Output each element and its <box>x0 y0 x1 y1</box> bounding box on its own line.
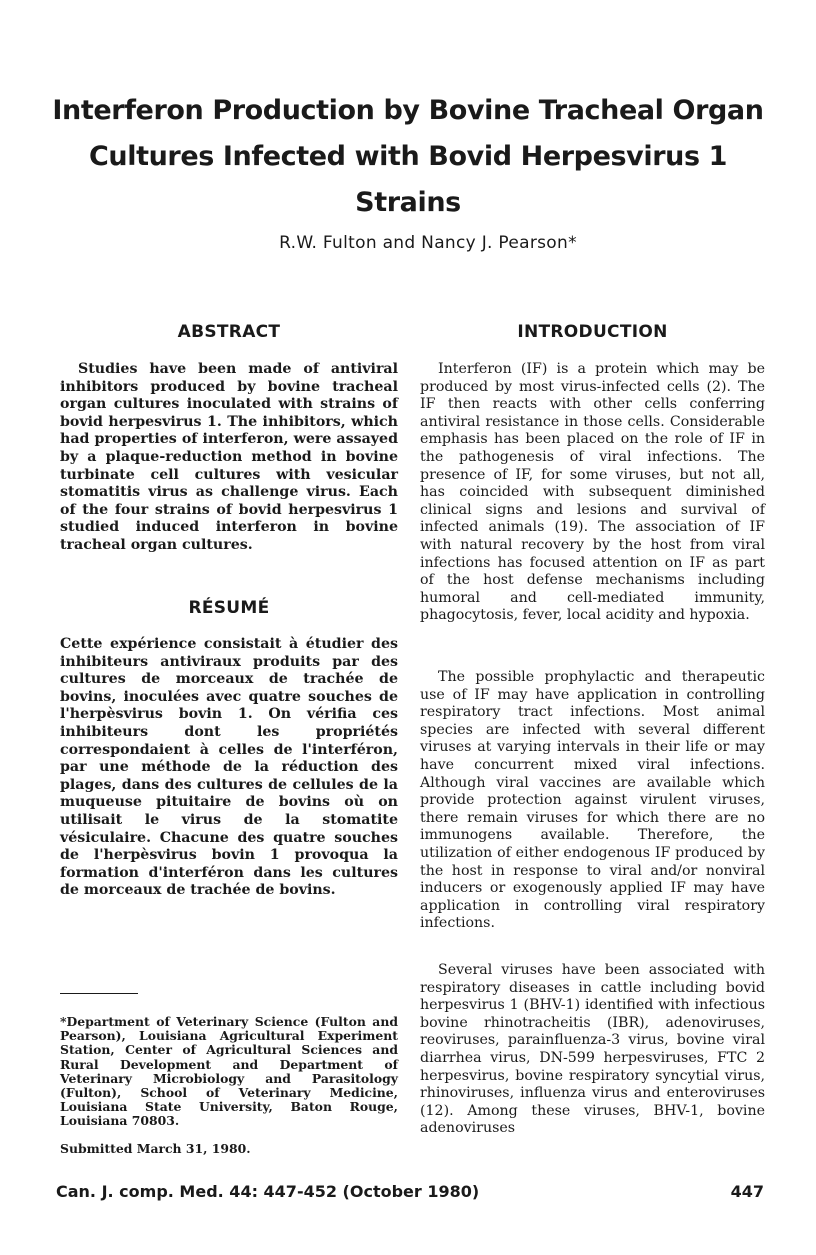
journal-citation: Can. J. comp. Med. 44: 447-452 (October 1980) <box>56 1182 480 1201</box>
abstract-text: Studies have been made of antiviral inhibitors produced by bovine tracheal organ cultures inoculated with strains of bovid herpesvirus 1. The inhibitors, which had properties of interferon, were assayed by a plaque-reduction method in bovine turbinate cell cultures with vesicular stomatitis virus as challenge virus. Each of the four strains of bovid herpesvirus 1 studied induced interferon in bovine tracheal organ cultures. <box>60 361 398 553</box>
intro-paragraph-3: Several viruses have been associated with respiratory diseases in cattle including bovid herpesvirus 1 (BHV-1) identified with infectious bovine rhinotracheitis (IBR), adenoviruses, reoviruses, parainfluenza-3 virus, bovine viral diarrhea virus, DN-599 herpesviruses, FTC 2 herpesvirus, bovine respiratory syncytial virus, rhinoviruses, influenza virus and enteroviruses (12). Among these viruses, BHV-1, bovine adenoviruses <box>420 962 765 1137</box>
title-line-1: Interferon Production by Bovine Tracheal Organ <box>52 95 764 126</box>
introduction-heading: INTRODUCTION <box>517 322 668 342</box>
page-number: 447 <box>730 1182 764 1201</box>
affiliation-footnote: *Department of Veterinary Science (Fulton and Pearson), Louisiana Agricultural Experiment Station, Center of Agricultural Sciences and Rural Development and Department of Veterinary Microbiology and Parasitology (Fulton), School of Veterinary Medicine, Louisiana State University, Baton Rouge, Louisiana 70803. <box>60 1014 398 1129</box>
author-list: R.W. Fulton and Nancy J. Pearson* <box>279 233 577 253</box>
title-line-2: Cultures Infected with Bovid Herpesvirus 1 Strains <box>88 141 728 218</box>
article-title <box>40 88 776 226</box>
intro-paragraph-2: The possible prophylactic and therapeutic use of IF may have application in controlling respiratory tract infections. Most animal species are infected with several different viruses at varying intervals in their life or may have concurrent mixed viral infections. Although viral vaccines are available which provide protection against virulent viruses, there remain viruses for which there are no immunogens available. Therefore, the utilization of either endogenous IF produced by the host in response to viral and/or nonviral inducers or exogenously applied IF may have application in controlling viral respiratory infections. <box>420 669 765 932</box>
submitted-date: Submitted March 31, 1980. <box>60 1141 251 1156</box>
resume-heading: RÉSUMÉ <box>188 598 270 618</box>
intro-paragraph-1: Interferon (IF) is a protein which may be produced by most virus-infected cells (2). The IF then reacts with other cells conferring antiviral resistance in those cells. Considerable emphasis has been placed on the role of IF in the pathogenesis of viral infections. The presence of IF, for some viruses, but not all, has coincided with subsequent diminished clinical signs and lesions and survival of infected animals (19). The association of IF with natural recovery by the host from viral infections has focused attention on IF as part of the host defense mechanisms including humoral and cell-mediated immunity, phagocytosis, fever, local acidity and hypoxia. <box>420 361 765 624</box>
footnote-divider <box>60 993 138 994</box>
resume-text: Cette expérience consistait à étudier des inhibiteurs antiviraux produits par des cultures de morceaux de trachée de bovins, inoculées avec quatre souches de l'herpèsvirus bovin 1. On vérifia ces inhibiteurs dont les propriétés correspondaient à celles de l'interféron, par une méthode de la réduction des plages, dans des cultures de cellules de la muqueuse pituitaire de bovins où on utilisait le virus de la stomatite vésiculaire. Chacune des quatre souches de l'herpèsvirus bovin 1 provoqua la formation d'interféron dans les cultures de morceaux de trachée de bovins. <box>60 636 398 899</box>
abstract-heading: ABSTRACT <box>177 322 281 342</box>
